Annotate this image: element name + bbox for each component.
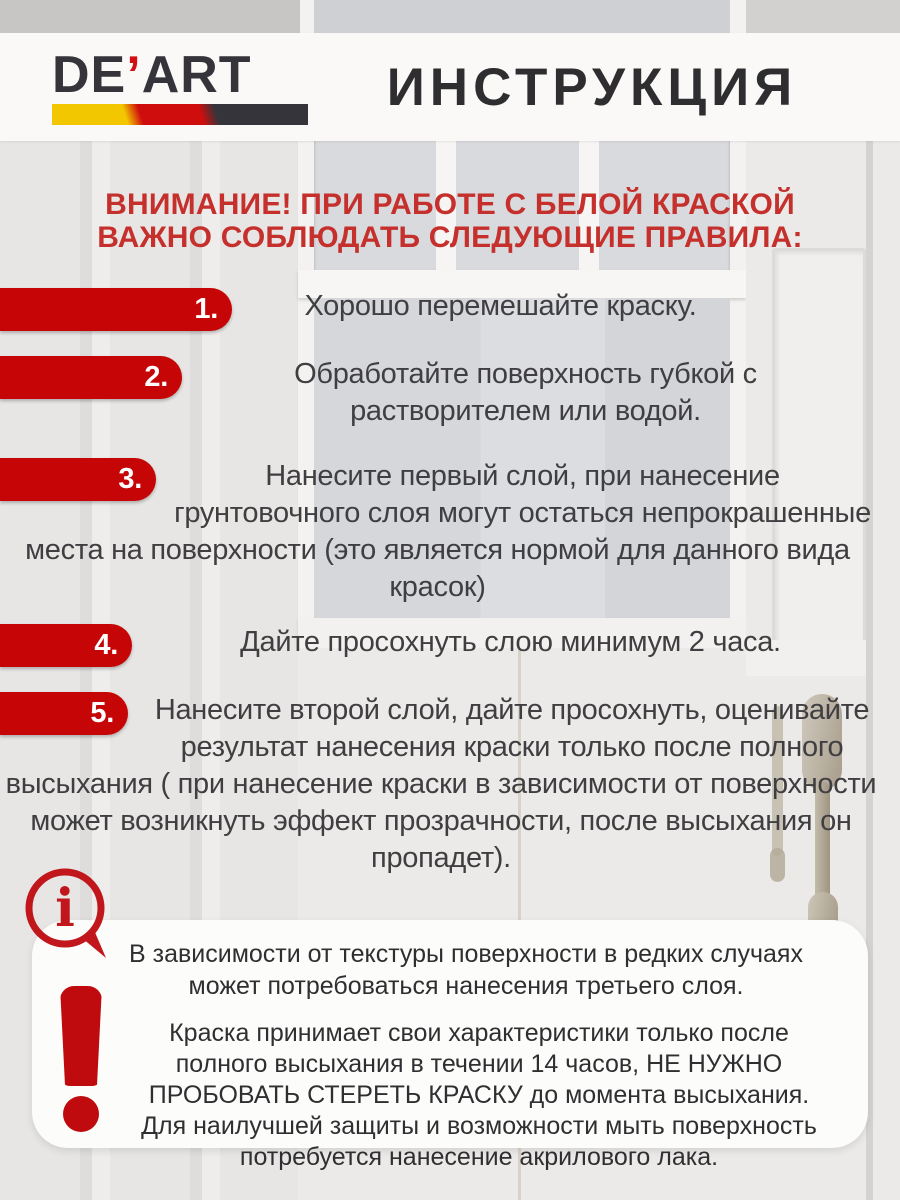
brand-logo [52, 46, 312, 125]
step-number-ribbon [0, 692, 128, 735]
note-panel [32, 920, 868, 1171]
logo-tricolor-stripe [52, 104, 308, 125]
step-item-1 [0, 288, 900, 331]
step-number: 2. [144, 361, 168, 393]
step-number-ribbon [0, 458, 156, 501]
exclamation-mark-icon [58, 986, 104, 1136]
info-note-text: В зависимости от текстуры поверхности в редких случаях может потребоваться нанесения третьего слоя. [129, 940, 803, 1000]
step-number-ribbon [0, 356, 182, 399]
transom-strip [746, 0, 900, 33]
step-item-4 [0, 624, 900, 667]
svg-text:i: i [55, 878, 75, 939]
step-text: Дайте просохнуть слою минимум 2 часа. [240, 626, 781, 658]
warning-heading-line2: ВАЖНО СОБЛЮДАТЬ СЛЕДУЮЩИЕ ПРАВИЛА: [97, 221, 803, 254]
final-note-part2: НЕ НУЖНО ПРОБОВАТЬ СТЕРЕТЬ КРАСКУ до момента высыхания. Для наилучшей защиты и возможности мыть поверхность потребуется нанесение акрилового лака. [141, 1050, 817, 1171]
step-number-ribbon [0, 624, 132, 667]
step-item-5 [0, 692, 900, 877]
step-item-3 [0, 458, 900, 606]
transom-strip [0, 0, 300, 33]
logo-art: ART [141, 46, 252, 104]
warning-heading [0, 188, 900, 254]
step-number: 5. [90, 697, 114, 729]
brand-logo-text [52, 46, 312, 104]
step-text: Нанесите первый слой, при нанесение грунтовочного слоя могут остаться непрокрашенные места на поверхности (это является нормой для данного вида красок) [25, 460, 871, 603]
step-text: Нанесите второй слой, дайте просохнуть, оценивайте результат нанесения краски только после полного высыхания ( при нанесение краски в зависимости от поверхности может возникнуть эффект прозрачности, после высыхания он пропадет). [5, 694, 877, 874]
logo-de: DE [52, 46, 127, 104]
page-title: ИНСТРУКЦИЯ [386, 57, 798, 117]
final-note-text [66, 1018, 834, 1173]
step-item-2 [0, 356, 900, 430]
final-note-part1: Краска принимает свои характеристики только после полного высыхания в течении 14 часов, [169, 1019, 789, 1078]
transom-strip [314, 0, 730, 33]
warning-heading-line1: ВНИМАНИЕ! ПРИ РАБОТЕ С БЕЛОЙ КРАСКОЙ [105, 188, 795, 221]
step-number: 4. [94, 629, 118, 661]
exclamation-dot [63, 1096, 99, 1132]
step-number: 3. [118, 463, 142, 495]
step-text: Хорошо перемешайте краску. [304, 290, 697, 322]
step-number-ribbon [0, 288, 232, 331]
step-text: Обработайте поверхность губкой с растворителем или водой. [294, 358, 757, 427]
header [0, 33, 900, 141]
step-number: 1. [194, 293, 218, 325]
exclamation-bar [60, 986, 102, 1086]
logo-apostrophe: ’ [126, 46, 142, 104]
info-speech-bubble-icon [20, 864, 116, 964]
